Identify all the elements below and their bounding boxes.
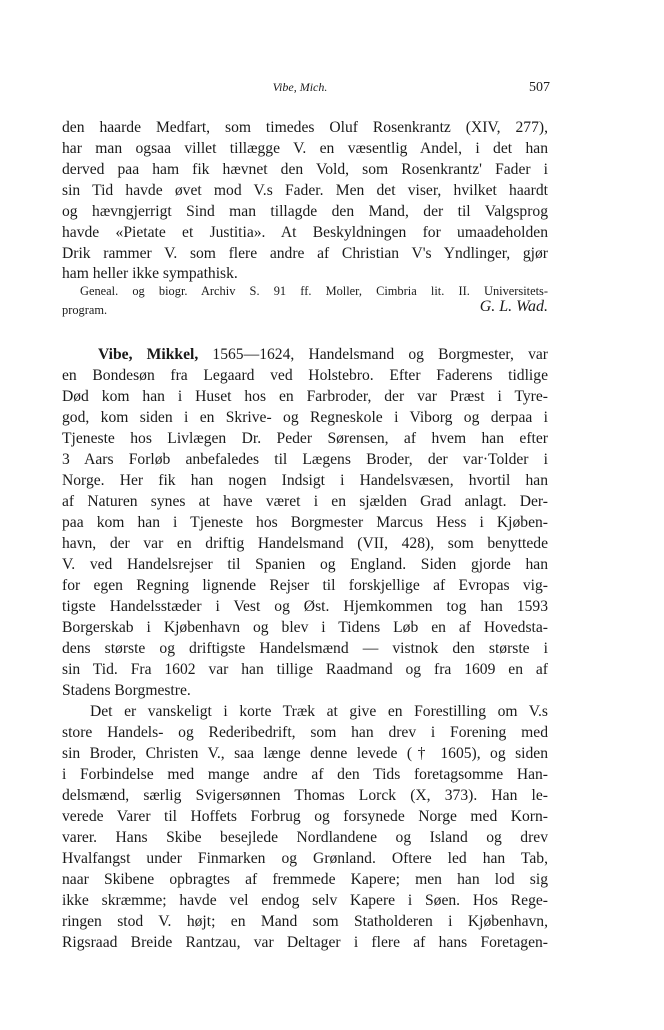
text-line: ringen stod V. højt; en Mand som Statholderen i Kjøbenhavn, [62, 913, 548, 930]
text-line: Stadens Borgmestre. [62, 682, 191, 699]
text-line: Drik rammer V. som flere andre af Christian V's Yndlinger, gjør [62, 245, 548, 262]
entry-first-line [98, 345, 548, 365]
text-line: Tjeneste hos Livlægen Dr. Peder Sørensen, af hvem han efter [62, 430, 548, 447]
entry-headword: Vibe, Mikkel, [98, 346, 199, 363]
text-line: havde «Pietate et Justitia». At Beskyldningen for umaadeholden [62, 224, 548, 241]
text-line: paa kom han i Tjeneste hos Borgmester Marcus Hess i Kjøben- [62, 514, 548, 531]
text-line: derved paa ham fik hævnet den Vold, som Rosenkrantz' Fader i [62, 161, 548, 178]
page-number: 507 [529, 80, 550, 95]
text-line: havn, der var en driftig Handelsmand (VII, 428), som benyttede [62, 535, 548, 552]
text-line: sin Broder, Christen V., saa længe denne levede († 1605), og siden [62, 745, 548, 762]
text-line: dens største og driftigste Handelsmænd — vistnok den største i [62, 640, 548, 657]
text-line: den haarde Medfart, som timedes Oluf Rosenkrantz (XIV, 277), [62, 119, 548, 136]
text-line: ikke skræmme; havde vel endog selv Kapere i Søen. Hos Rege- [62, 892, 548, 909]
text-line: Hvalfangst under Finmarken og Grønland. Oftere led han Tab, [62, 850, 548, 867]
sources-line: program. [62, 303, 108, 317]
text-line: verede Varer til Hoffets Forbrug og forsynede Norge med Korn- [62, 808, 548, 825]
text-line: Død kom han i Huset hos en Farbroder, der var Præst i Tyre- [62, 388, 548, 405]
text-line: Rigsraad Breide Rantzau, var Deltager i flere af hans Foretagen- [62, 934, 548, 951]
text-line: store Handels- og Rederibedrift, som han drev i Forening med [62, 724, 548, 741]
text-line: V. ved Handelsrejser til Spanien og England. Siden gjorde han [62, 556, 548, 573]
text-line: Norge. Her fik han nogen Indsigt i Handelsvæsen, hvortil han [62, 472, 548, 489]
text-line: af Naturen synes at have været i en sjælden Grad anlagt. Der- [62, 493, 548, 510]
text-line: sin Tid havde øvet mod V.s Fader. Men det viser, hvilket haardt [62, 182, 548, 199]
running-header: Vibe, Mich. [272, 80, 328, 94]
text-line: Det er vanskeligt i korte Træk at give en Forestilling om V.s [90, 703, 548, 720]
text-line: naar Skibene opbragtes af fremmede Kapere; men han lod sig [62, 871, 548, 888]
text-line: tigste Handelsstæder i Vest og Øst. Hjemkommen tog han 1593 [62, 598, 548, 615]
sources-line: Geneal. og biogr. Archiv S. 91 ff. Moller, Cimbria lit. II. Universitets- [80, 284, 548, 298]
text-line: varer. Hans Skibe besejlede Nordlandene og Island og drev [62, 829, 548, 846]
text-line: sin Tid. Fra 1602 var han tillige Raadmand og fra 1609 en af [62, 661, 548, 678]
text-line: 3 Aars Forløb anbefaledes til Lægens Broder, der var·Tolder i [62, 451, 548, 468]
text-line: har man ogsaa villet tillægge V. en væsentlig Andel, i det han [62, 140, 548, 157]
entry-first-line-text: 1565—1624, Handelsmand og Borgmester, var [198, 346, 548, 363]
text-line: i Forbindelse med mange andre af den Tids foretagsomme Han- [62, 766, 548, 783]
text-line: for egen Regning lignende Rejser til forskjellige af Evropas vig- [62, 577, 548, 594]
text-line: delsmænd, særlig Svigersønnen Thomas Lorck (X, 373). Han le- [62, 787, 548, 804]
author-signature: G. L. Wad. [479, 298, 548, 315]
text-line: god, kom siden i en Skrive- og Regneskole i Viborg og derpaa i [62, 409, 548, 426]
text-line: ham heller ikke sympathisk. [62, 265, 238, 282]
text-line: Borgerskab i Kjøbenhavn og blev i Tidens Løb en af Hovedsta- [62, 619, 548, 636]
text-line: en Bondesøn fra Legaard ved Holstebro. Efter Faderens tidlige [62, 367, 548, 384]
text-line: og hævngjerrigt Sind man tillagde den Mand, der til Valgsprog [62, 203, 548, 220]
